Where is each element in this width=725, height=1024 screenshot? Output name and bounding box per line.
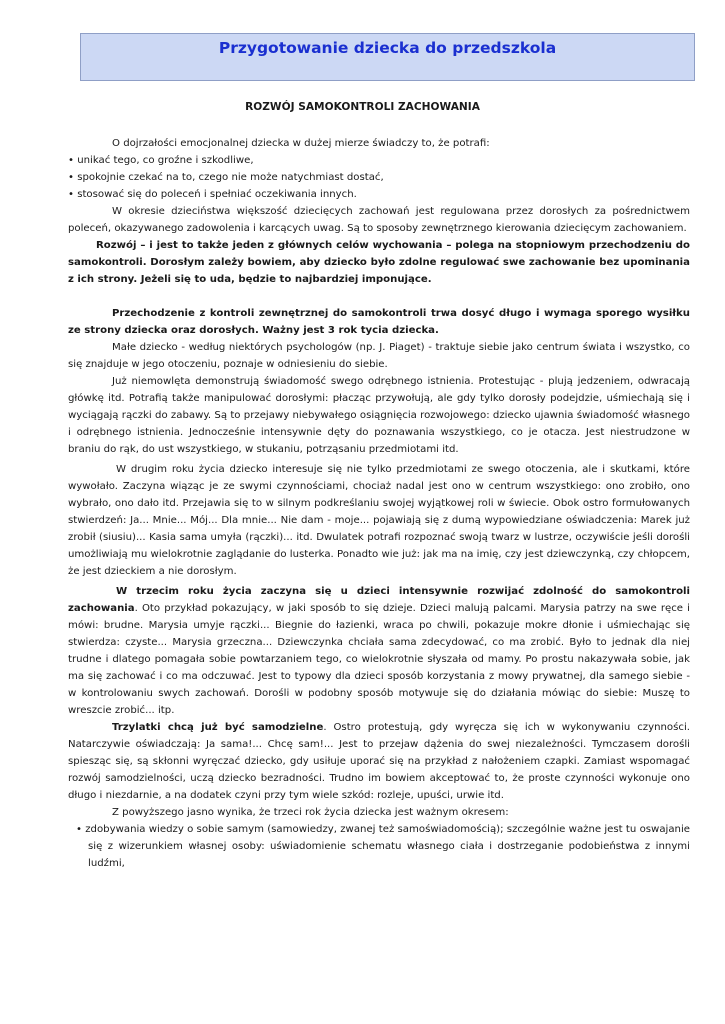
paragraph: Małe dziecko - według niektórych psychologów (np. J. Piaget) - traktuje siebie jako centrum świata i wszystko, co się znajduje w jego otoczeniu, poznaje w odniesieniu do siebie. bbox=[68, 342, 690, 370]
paragraph: W drugim roku życia dziecko interesuje się nie tylko przedmiotami ze swego otoczenia, ale i skutkami, które wywołało. Zaczyna wiąząc je ze swymi czynnościami, chociaż nadal jest ono w centrum wszystkiego: ono zrobiło, ono wybrało, ono dało itd. Przejawia się to w silnym podkreślaniu swojej wyjątkowej roli w świecie. Obok ostro formułowanych stwierdzeń: Ja... Mnie... Mój... Dla mnie... Nie dam - moje... pojawiają się z dumą wypowiedziane oświadczenia: Marek już zrobił (siusiu)... Kasia sama umyła (rączki)... itd. Dwulatek potrafi rozpoznać swoją twarz w lustrze, oczywiście jeśli dorośli umożliwiają mu wielokrotnie zaglądanie do lusterka. Ponadto wie już: jak ma na imię, czy jest dziewczynką, czy chłopcem, że jest dzieckiem a nie dorosłym. bbox=[68, 464, 690, 577]
list-item: • spokojnie czekać na to, czego nie może natychmiast dostać, bbox=[68, 172, 384, 183]
paragraph: W okresie dzieciństwa większość dziecięcych zachowań jest regulowana przez dorosłych za pośrednictwem poleceń, okazywanego zadowolenia i karcących uwag. Są to sposoby zewnętrznego kierowania dziecięcym zachowaniem. bbox=[68, 206, 690, 234]
paragraph-text: . Oto przykład pokazujący, w jaki sposób to się dzieje. Dzieci malują palcami. Marysia patrzy na swe ręce i mówi: brudne. Marysia umyje rączki... Biegnie do łazienki, wraca po chwili, pokazuje mokre dłonie i uśmiechając się stwierdza: czyste... Marysia grzeczna... Dziewczynka chciała sama zdecydować, co ma zrobić. Było to jednak dla niej trudne i dlatego pomagała sobie powtarzaniem tego, co wielokrotnie słyszała od mamy. Po prostu nakazywała sobie, jak ma się zachować i co ma odczuwać. Jest to typowy dla dzieci sposób korzystania z mowy prywatnej, dla samego siebie - w kontrolowaniu swych zachowań. Dorośli w podobny sposób motywuje się do działania mówiąc do siebie: Muszę to wreszcie zrobić... itp. bbox=[68, 603, 690, 716]
period-list bbox=[68, 821, 690, 872]
paragraph: Już niemowlęta demonstrują świadomość swego odrębnego istnienia. Protestując - plują jedzeniem, odwracają główkę itd. Potrafią także manipulować dorosłymi: płacząc przywołują, ale gdy tylko dorosły podejdzie, uśmiechają się i wyciągają rączki do zabawy. Są to przejawy niebywałego osiągnięcia rozwojowego: dziecko ujawnia świadomość własnego i odrębnego istnienia. Jednocześnie intensywnie dęty do poznawania wszystkiego, co je otacza. Jest niestrudzone w braniu do rąk, do ust wszystkiego, w stukaniu, potrząsaniu przedmiotami itd. bbox=[68, 376, 690, 455]
list-item: • stosować się do poleceń i spełniać oczekiwania innych. bbox=[68, 189, 357, 200]
paragraph: Z powyższego jasno wynika, że trzeci rok życia dziecka jest ważnym okresem: bbox=[112, 807, 509, 818]
list-item: • zdobywania wiedzy o sobie samym (samowiedzy, zwanej też samoświadomością); szczególnie ważne jest tu oswajanie się z wizerunkiem własnej osoby: uświadomienie schematu własnego ciała i dostrzeganie podobieństwa z innymi ludźmi, bbox=[76, 824, 690, 869]
document-title: Przygotowanie dziecka do przedszkola bbox=[218, 39, 557, 57]
paragraph bbox=[68, 583, 690, 719]
document-body bbox=[68, 135, 690, 872]
paragraph bbox=[68, 719, 690, 804]
intro-paragraph: O dojrzałości emocjonalnej dziecka w dużej mierze świadczy to, że potrafi: bbox=[112, 138, 490, 149]
paragraph-text: . Ostro protestują, gdy wyręcza się ich w wykonywaniu czynności. Natarczywie oświadczają: Ja sama!... Chcę sam!... Jest to przejaw dążenia do swej niezależności. Tymczasem dorośli spiesząc się, są skłonni wyręczać dziecko, gdy usiłuje uporać się na przykład z nałożeniem czapki. Zamiast wspomagać rozwój samodzielności, uczą dziecko bezradności. Trudno im bowiem akceptować to, że proste czynności wykonuje ono długo i niezdarnie, a na dodatek czyni przy tym wiele szkód: rozleje, upuści, urwie itd. bbox=[68, 722, 690, 801]
title-banner bbox=[80, 33, 695, 81]
bold-paragraph: Przechodzenie z kontroli zewnętrznej do samokontroli trwa dosyć długo i wymaga sporego wysiłku ze strony dziecka oraz dorosłych. Ważny jest 3 rok tycia dziecka. bbox=[68, 308, 690, 336]
bold-lead: W trzecim roku życia zaczyna się u dzieci intensywnie rozwijać zdolność do samokontroli zachowania bbox=[68, 586, 690, 614]
ability-list bbox=[68, 152, 690, 203]
list-item: • unikać tego, co groźne i szkodliwe, bbox=[68, 155, 254, 166]
bold-lead: Trzylatki chcą już być samodzielne bbox=[112, 722, 324, 733]
bold-paragraph: Rozwój – i jest to także jeden z głównych celów wychowania – polega na stopniowym przechodzeniu do samokontroli. Dorosłym zależy bowiem, aby dziecko było zdolne regulować swe zachowanie bez upominania z ich strony. Jeżeli się to uda, będzie to najbardziej imponujące. bbox=[68, 240, 690, 285]
section-heading: ROZWÓJ SAMOKONTROLI ZACHOWANIA bbox=[245, 101, 480, 113]
